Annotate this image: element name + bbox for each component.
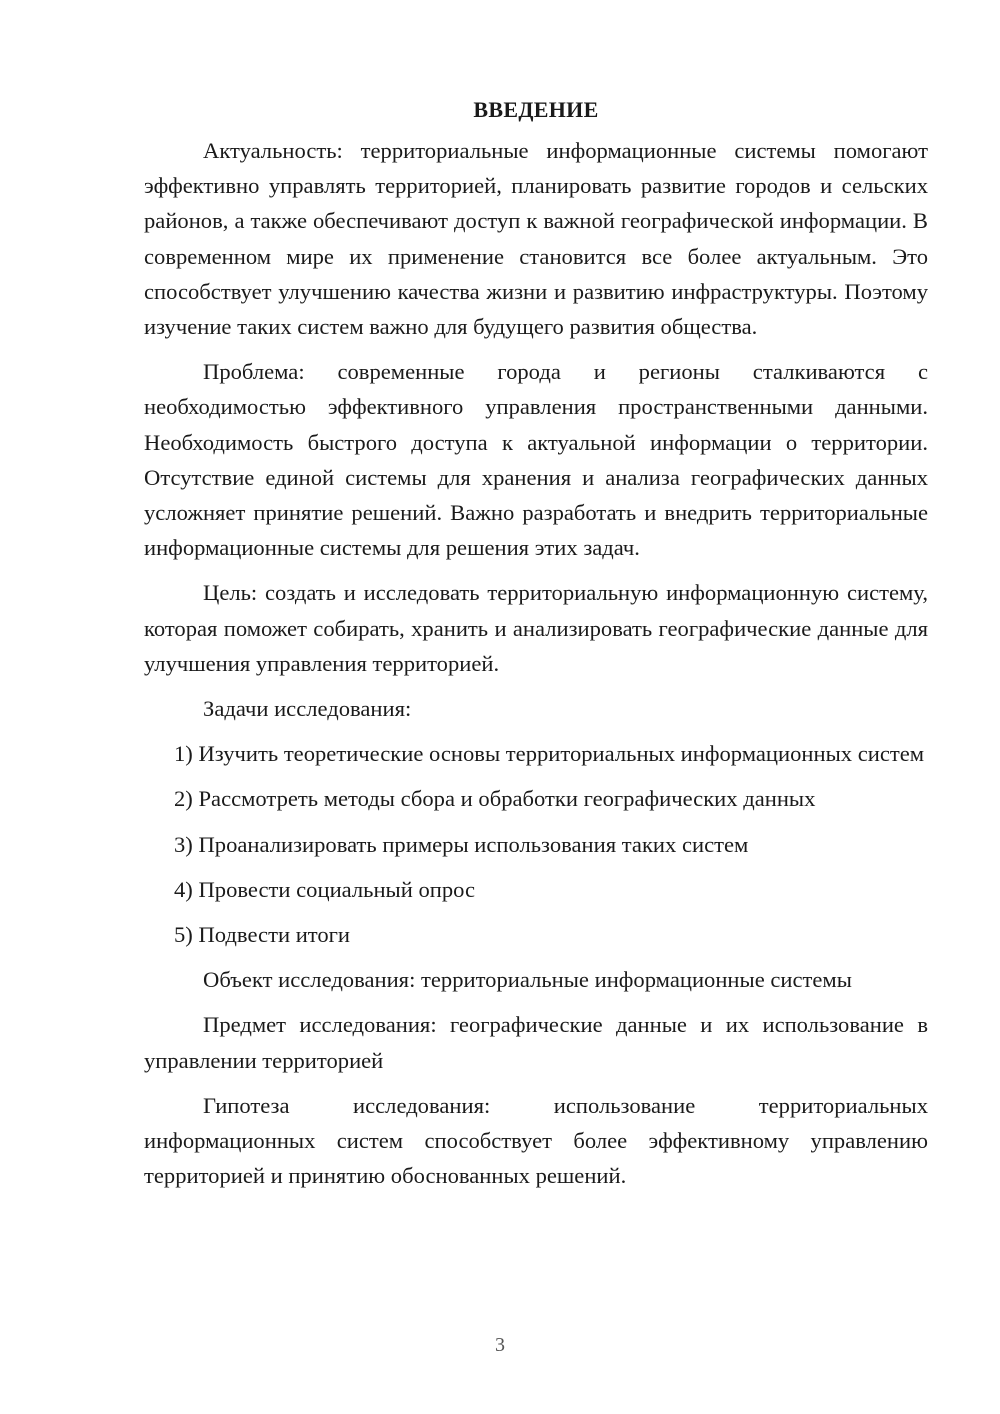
goal-paragraph: Цель: создать и исследовать территориальную информационную систему, которая поможет собирать, хранить и анализировать географические данные для улучшения управления территорией. (144, 580, 928, 676)
task-item-2: 2) Рассмотреть методы сбора и обработки географических данных (174, 786, 816, 812)
task-item-1: 1) Изучить теоретические основы территориальных информационных систем (174, 741, 925, 767)
section-title: ВВЕДЕНИЕ (473, 97, 599, 122)
problem-paragraph: Проблема: современные города и регионы сталкиваются с необходимостью эффективного управления пространственными данными. Необходимость быстрого доступа к актуальной информации о территории. Отсутствие единой системы для хранения и анализа географических данных усложняет принятие решений. Важно разработать и внедрить территориальные информационные системы для решения этих задач. (144, 359, 928, 561)
tasks-heading: Задачи исследования: (203, 696, 412, 722)
hypothesis-paragraph: Гипотеза исследования: использование территориальных информационных систем способствует более эффективному управлению территорией и принятию обоснованных решений. (144, 1092, 928, 1189)
task-item-3: 3) Проанализировать примеры использования таких систем (174, 831, 749, 857)
document-page (144, 92, 928, 1203)
task-item-5: 5) Подвести итоги (174, 922, 351, 948)
object-paragraph: Объект исследования: территориальные информационные системы (203, 967, 852, 993)
relevance-paragraph: Актуальность: территориальные информационные системы помогают эффективно управлять территорией, планировать развитие городов и сельских районов, а также обеспечивают доступ к важной географической информации. В современном мире их применение становится все более актуальным. Это способствует улучшению качества жизни и развитию инфраструктуры. Поэтому изучение таких систем важно для будущего развития общества. (144, 138, 928, 340)
page-number: 3 (495, 1334, 505, 1356)
subject-paragraph: Предмет исследования: географические данные и их использование в управлении территорией (144, 1012, 928, 1073)
task-item-4: 4) Провести социальный опрос (174, 876, 476, 902)
